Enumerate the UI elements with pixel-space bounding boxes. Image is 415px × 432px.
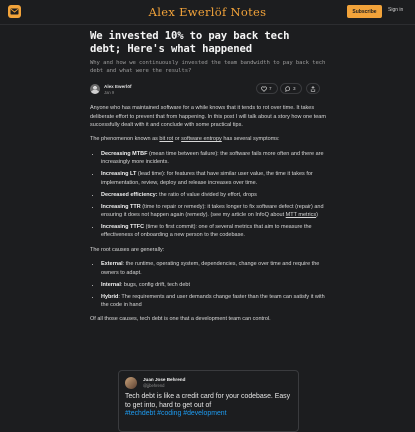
tweet-author-handle[interactable]: @jjbehrend xyxy=(143,383,165,388)
like-count: 7 xyxy=(269,86,272,92)
list-item-text: (mean time between failure): the software fails more often and there are increasingly more incidents. xyxy=(101,150,324,166)
share-icon xyxy=(310,86,316,92)
list-item-term: Decreased efficiency: xyxy=(101,191,158,198)
text-span: has several symptoms: xyxy=(221,136,280,143)
causes-intro-paragraph: The root causes are generally: xyxy=(90,246,165,253)
list-item-term: Increasing LT xyxy=(101,171,137,178)
sign-in-link[interactable]: Sign in xyxy=(388,7,404,13)
like-button[interactable] xyxy=(256,83,278,94)
list-item xyxy=(101,260,326,277)
list-item-text: ) xyxy=(316,212,318,219)
list-item-term: Decreasing MTBF xyxy=(101,150,148,157)
comment-button[interactable] xyxy=(280,83,302,94)
list-item-term: Internal xyxy=(101,281,121,288)
post-title: We invested 10% to pay back tech debt; Here's what happened xyxy=(90,30,290,55)
mtt-metrics-link[interactable]: MTT metrics xyxy=(285,212,317,219)
intro-paragraph: Anyone who has maintained software for a while knows that it tends to rot over time. It takes deliberate effort to prevent that from happening. In this post I will talk about a story how one team successfully dealt with it and conclude with some practical tips. xyxy=(90,105,326,128)
subscribe-button[interactable]: Subscribe xyxy=(347,5,382,18)
text-span: The phenomenon known as xyxy=(90,136,160,143)
list-item xyxy=(101,223,326,240)
author-avatar[interactable] xyxy=(90,84,100,94)
tweet-hashtags[interactable]: #techdebt #coding #development xyxy=(125,410,227,418)
author-name[interactable]: Alex Ewerlöf xyxy=(104,84,132,90)
list-item-text: : bugs, config drift, tech debt xyxy=(120,281,190,288)
list-item-text: : The requirements and user demands change faster than the team can satisfy it with the code in hand xyxy=(101,293,325,309)
list-item-text: (lead time): for features that have similar user value, the time it takes for implementation, review, deploy and release increases over time. xyxy=(101,171,313,186)
symptoms-list xyxy=(90,150,326,240)
list-item-term: Hybrid xyxy=(101,293,119,300)
list-item-text: : the runtime, operating system, dependencies, change over time and require the owners to adapt. xyxy=(101,261,320,276)
list-item xyxy=(101,281,326,289)
list-item xyxy=(101,293,326,310)
comment-count: 3 xyxy=(293,86,296,92)
post-subtitle: Why and how we continuously invested the team bandwidth to pay back tech debt and what were the results? xyxy=(90,60,326,74)
list-item xyxy=(101,170,326,187)
symptoms-intro-paragraph xyxy=(90,135,326,143)
list-item-term: Increasing TTR xyxy=(101,203,141,210)
list-item-term: Increasing TTFC xyxy=(101,224,145,231)
article xyxy=(90,30,326,330)
tweet-body: Tech debt is like a credit card for your codebase. Easy to get into, hard to get out of xyxy=(125,393,291,409)
comment-icon xyxy=(285,86,291,92)
causes-list xyxy=(90,260,326,309)
post-body xyxy=(90,104,326,324)
heart-icon xyxy=(261,86,267,92)
tweet-avatar[interactable] xyxy=(125,377,137,389)
site-title[interactable]: Alex Ewerlöf Notes xyxy=(148,5,267,19)
post-date: Jan 9 xyxy=(104,90,115,96)
list-item-text: the ratio of value divided by effort, drops xyxy=(157,191,257,198)
software-entropy-link[interactable]: software entropy xyxy=(181,136,222,143)
text-span: or xyxy=(173,136,182,143)
top-bar xyxy=(0,0,415,25)
list-item-text: (time to first commit): one of several metrics that aim to measure the effectiveness of onboarding a new person to the codebase. xyxy=(101,224,312,239)
list-item xyxy=(101,150,326,167)
list-item xyxy=(101,191,326,199)
list-item-text: (time to repair or remedy): it takes longer to fix software defect (repair) and ensuring it does not happen again (remedy). (see my article on InfoQ about xyxy=(101,203,324,219)
share-button[interactable] xyxy=(306,83,320,94)
conclusion-paragraph: Of all those causes, tech debt is one that a development team can control. xyxy=(90,316,271,323)
list-item xyxy=(101,203,326,220)
list-item-term: External xyxy=(101,261,123,268)
tweet-author-name[interactable]: Juan Jose Behrend xyxy=(143,377,186,382)
bit-rot-link[interactable]: bit rot xyxy=(159,136,174,143)
post-meta xyxy=(90,83,326,101)
embedded-tweet[interactable] xyxy=(118,370,299,432)
